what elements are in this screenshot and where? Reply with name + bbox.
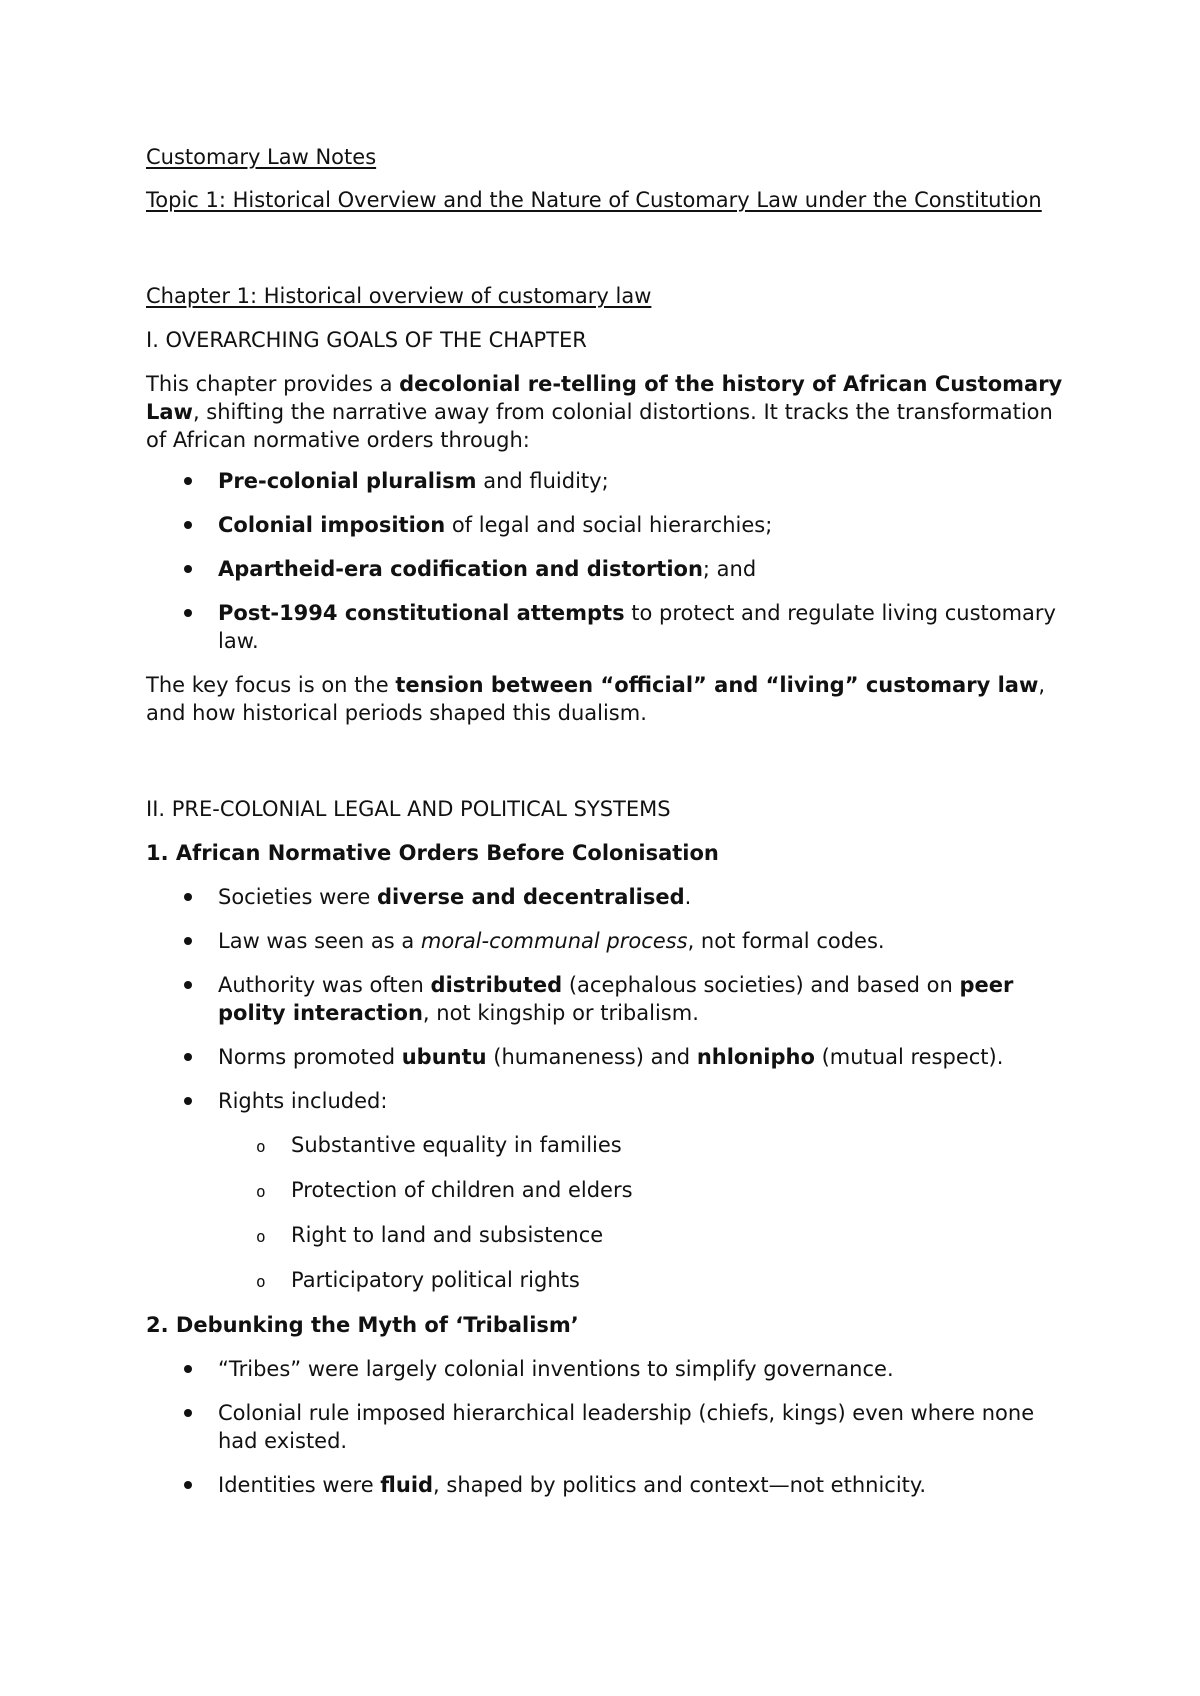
list-item (146, 1399, 1076, 1455)
list-item-text: (humaneness) and (486, 1045, 697, 1069)
goals-list (146, 467, 1076, 655)
focus-text-2: , and how historical periods shaped this dualism. (146, 673, 1046, 725)
list-item-text: ; and (702, 557, 757, 581)
list-item-text: Law was seen as a (218, 929, 421, 953)
list-item-text: . (684, 885, 692, 909)
list-item-bold: Apartheid-era codification and distortion (218, 557, 703, 581)
list-item-text: Colonial rule imposed hierarchical leadership (chiefs, kings) even where none had existed. (218, 1401, 1035, 1453)
list-item-text: (mutual respect). (814, 1045, 1004, 1069)
sub-list-item: o Participatory political rights (146, 1266, 1076, 1294)
list-item-bold: peer polity interaction (218, 973, 1014, 1025)
chapter-title: Chapter 1: Historical overview of customary law (146, 284, 652, 308)
list-item-bold: Pre-colonial pluralism (218, 469, 477, 493)
subsection-heading-text: 1. African Normative Orders Before Colonisation (146, 841, 719, 865)
list-item (146, 511, 1076, 539)
list-item (146, 599, 1076, 655)
list-item (146, 555, 1076, 583)
subsection-heading-tribalism (146, 1311, 1076, 1339)
subsection-heading-text: 2. Debunking the Myth of ‘Tribalism’ (146, 1313, 579, 1337)
section-heading-goals: I. OVERARCHING GOALS OF THE CHAPTER (146, 328, 587, 352)
list-item-text: , not formal codes. (687, 929, 885, 953)
list-item-text: Identities were (218, 1473, 381, 1497)
list-item-text: Societies were (218, 885, 377, 909)
list-item (146, 1355, 1076, 1383)
list-item (146, 1471, 1076, 1499)
topic-title: Topic 1: Historical Overview and the Nature of Customary Law under the Constitution (146, 188, 1042, 212)
list-item-bold: Post-1994 constitutional attempts (218, 601, 625, 625)
sub-list-item: o Right to land and subsistence (146, 1221, 1076, 1249)
list-item-text: of legal and social hierarchies; (445, 513, 773, 537)
focus-paragraph (146, 671, 1076, 727)
subsection-heading-normative-orders (146, 839, 1076, 867)
list-item-bold: ubuntu (401, 1045, 487, 1069)
list-item (146, 1043, 1076, 1071)
focus-bold: tension between “official” and “living” customary law (395, 673, 1039, 697)
list-item-text: , not kingship or tribalism. (422, 1001, 699, 1025)
intro-paragraph (146, 370, 1076, 454)
list-item-bold: fluid (380, 1473, 434, 1497)
intro-text-1: This chapter provides a (146, 372, 400, 396)
list-item-bold: distributed (430, 973, 563, 997)
list-item-bold: diverse and decentralised (376, 885, 685, 909)
tribalism-list (146, 1355, 1076, 1499)
list-item-italic: moral-communal process (420, 929, 688, 953)
list-item-text: to protect and regulate living customary law. (218, 601, 1056, 653)
list-item-text: Authority was often (218, 973, 431, 997)
focus-text-1: The key focus is on the (146, 673, 396, 697)
intro-text-2: , shifting the narrative away from colonial distortions. It tracks the transformation of African normative orders through: (146, 400, 1053, 452)
list-item-bold: Colonial imposition (218, 513, 446, 537)
intro-bold: decolonial re-telling of the history of African Customary Law (146, 372, 1063, 424)
list-item (146, 971, 1076, 1027)
document-body (146, 143, 1076, 1515)
list-item (146, 927, 1076, 955)
normative-orders-list (146, 883, 1076, 1294)
sub-list-item: o Protection of children and elders (146, 1176, 1076, 1204)
document-title: Customary Law Notes (146, 145, 377, 169)
list-item (146, 883, 1076, 911)
list-item-bold: nhlonipho (696, 1045, 815, 1069)
list-item-text: and fluidity; (476, 469, 609, 493)
sub-list-item: o Substantive equality in families (146, 1131, 1076, 1159)
list-item-text: , shaped by politics and context—not ethnicity. (433, 1473, 927, 1497)
list-item-text: Rights included: (218, 1089, 388, 1113)
section-heading-precolonial: II. PRE-COLONIAL LEGAL AND POLITICAL SYSTEMS (146, 797, 671, 821)
list-item (146, 467, 1076, 495)
list-item-text: (acephalous societies) and based on (562, 973, 960, 997)
list-item (146, 1087, 1076, 1115)
list-item-text: Norms promoted (218, 1045, 402, 1069)
list-item-text: “Tribes” were largely colonial inventions to simplify governance. (218, 1357, 894, 1381)
